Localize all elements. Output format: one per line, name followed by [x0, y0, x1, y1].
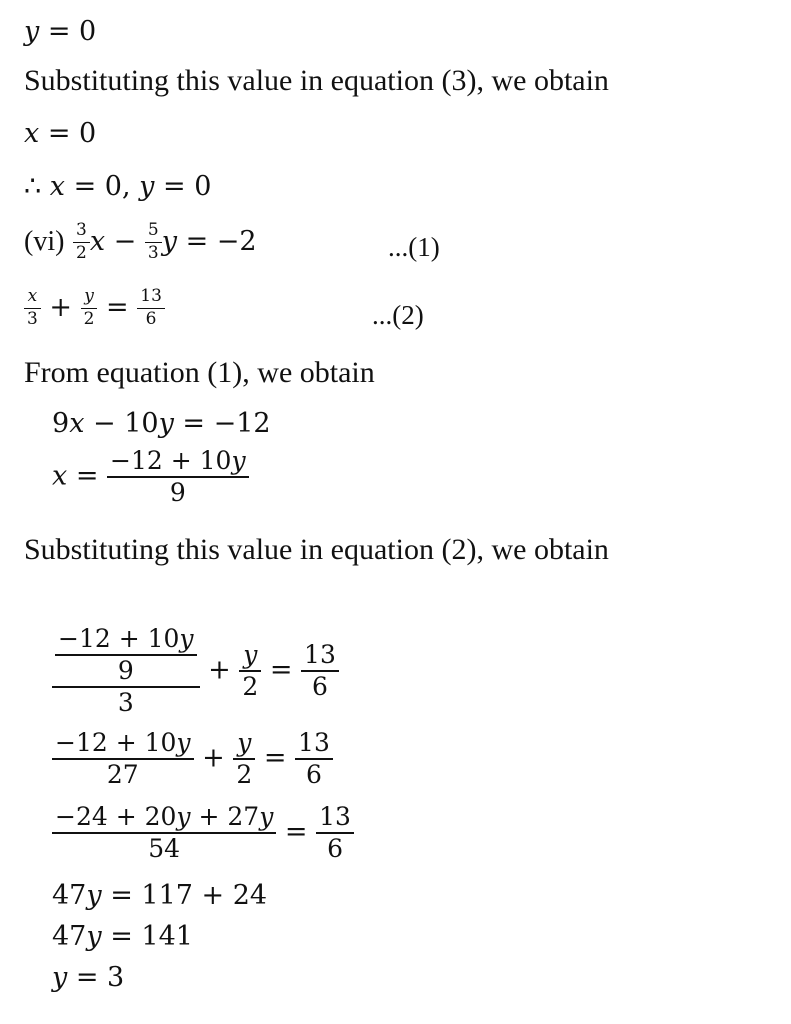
part-label-vi: (vi) — [24, 226, 65, 258]
equation-y-equals-0: y = 0 — [24, 16, 97, 47]
step-x-expression: x = $\frac{-12 + 10y}{9}$ — [52, 448, 249, 506]
step-compound-fraction: $\frac{\frac{-12 + 10y}{9}}{3}$ + $\frac{y}{2}$ = $\frac{13}{6}$ — [52, 626, 339, 716]
equation-solution-x-y: ∴ x = 0, y = 0 — [24, 171, 212, 202]
equation-x-equals-0: x = 0 — [24, 118, 97, 149]
text-from-equation-1: From equation (1), we obtain — [24, 356, 375, 389]
equation-vi-2: $\frac{x}{3}$ + $\frac{y}{2}$ = $\frac{13}{6}$ — [24, 288, 165, 329]
step-over-54: $\frac{-24 + 20y + 27y}{54}$ = $\frac{13}{6}$ — [52, 804, 354, 862]
equation-tag-2: ...(2) — [372, 300, 424, 330]
step-y-equals-3: y = 3 — [52, 962, 125, 993]
text-substituting-eq2: Substituting this value in equation (2), we obtain — [24, 533, 609, 566]
step-9x-10y: 9x − 10y = −12 — [52, 408, 271, 439]
step-47y-141: 47y = 141 — [52, 921, 193, 952]
step-47y-117-24: 47y = 117 + 24 — [52, 880, 268, 911]
equation-tag-1: ...(1) — [388, 232, 440, 262]
text-substituting-eq3: Substituting this value in equation (3), we obtain — [24, 64, 609, 97]
step-over-27: $\frac{-12 + 10y}{27}$ + $\frac{y}{2}$ = $\frac{13}{6}$ — [52, 730, 333, 788]
equation-vi-1: (vi) $\frac{3}{2}$ x − $\frac{5}{3}$ y = −2 — [24, 220, 257, 264]
